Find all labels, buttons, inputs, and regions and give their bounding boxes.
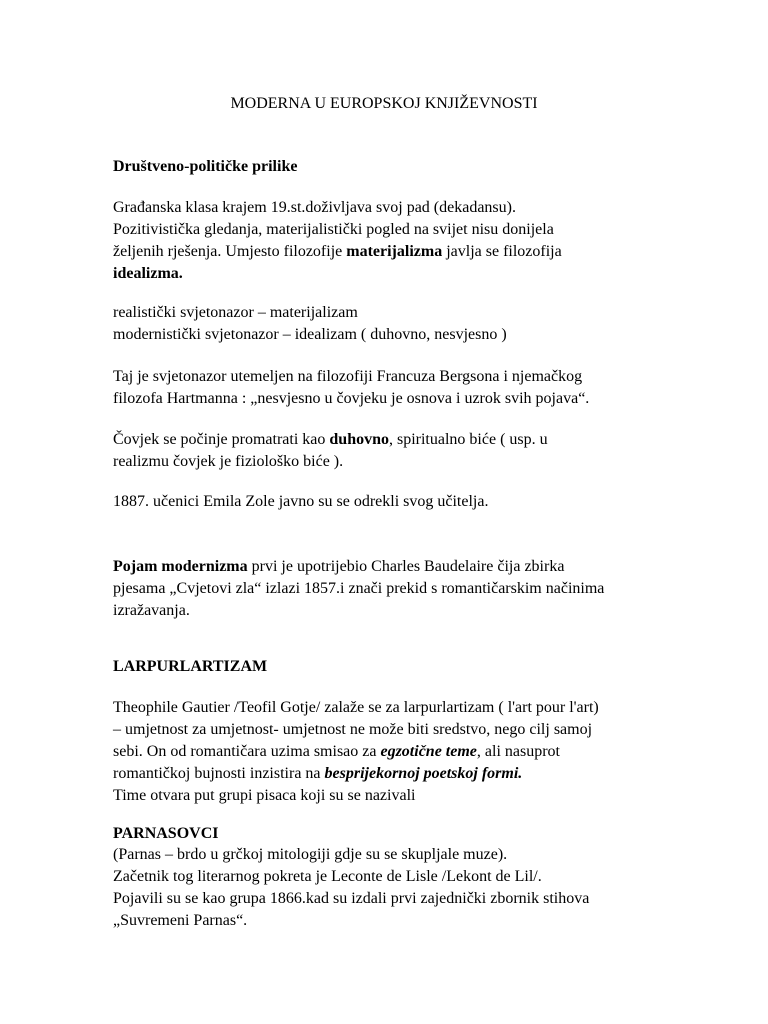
emphasis-duhovno: duhovno [329,431,389,448]
emphasis-materijalizma: materijalizma [346,243,443,260]
paragraph-line: Građanska klasa krajem 19.st.doživljava svoj pad (dekadansu). [113,199,516,216]
paragraph-line: realistički svjetonazor – materijalizam [113,304,358,321]
emphasis-egzoticne-teme: egzotične teme [380,743,477,760]
emphasis-pojam-modernizma: Pojam modernizma [113,558,248,575]
paragraph-line: pjesama „Cvjetovi zla“ izlazi 1857.i znači prekid s romantičarskim načinima [113,580,605,597]
paragraph-line: izražavanja. [113,602,190,619]
paragraph-line: Začetnik tog literarnog pokreta je Leconte de Lisle /Lekont de Lil/. [113,868,542,885]
paragraph-line: romantičkoj bujnosti inzistira na besprijekornoj poetskoj formi. [113,765,523,782]
paragraph-line: Time otvara put grupi pisaca koji su se nazivali [113,787,416,804]
paragraph-line: Taj je svjetonazor utemeljen na filozofiji Francuza Bergsona i njemačkog [113,368,583,385]
paragraph-line: Pozitivistička gledanja, materijalistički pogled na svijet nisu donijela [113,221,554,238]
paragraph-line: „Suvremeni Parnas“. [113,912,248,929]
paragraph-line: filozofa Hartmanna : „nesvjesno u čovjeku je osnova i uzrok svih pojava“. [113,390,590,407]
section-heading-larpurlartizam: LARPURLARTIZAM [113,658,268,675]
emphasis-idealizma: idealizma. [113,265,183,282]
paragraph-line [113,264,183,284]
paragraph-line: modernistički svjetonazor – idealizam ( duhovno, nesvjesno ) [113,326,507,343]
page-title: MODERNA U EUROPSKOJ KNJIŽEVNOSTI [230,95,538,112]
section-heading-social-political: Društveno-političke prilike [113,158,298,175]
paragraph-line: (Parnas – brdo u grčkoj mitologiji gdje su se skupljale muze). [113,846,508,863]
paragraph-line: realizmu čovjek je fiziološko biće ). [113,453,344,470]
paragraph-line: 1887. učenici Emila Zole javno su se odrekli svog učitelja. [113,493,489,510]
paragraph-line: Pojam modernizma prvi je upotrijebio Charles Baudelaire čija zbirka [113,558,565,575]
paragraph-line: – umjetnost za umjetnost- umjetnost ne može biti sredstvo, nego cilj samoj [113,721,593,738]
paragraph-line: željenih rješenja. Umjesto filozofije materijalizma javlja se filozofija [113,243,562,260]
emphasis-besprijekornoj-formi: besprijekornoj poetskoj formi. [324,765,523,782]
paragraph-line: sebi. On od romantičara uzima smisao za egzotične teme, ali nasuprot [113,743,560,760]
section-heading-parnasovci: PARNASOVCI [113,825,219,842]
paragraph-line: Čovjek se počinje promatrati kao duhovno, spiritualno biće ( usp. u [113,431,548,448]
paragraph-line: Pojavili su se kao grupa 1866.kad su izdali prvi zajednički zbornik stihova [113,890,590,907]
paragraph-line: Theophile Gautier /Teofil Gotje/ zalaže se za larpurlartizam ( l'art pour l'art) [113,699,599,716]
